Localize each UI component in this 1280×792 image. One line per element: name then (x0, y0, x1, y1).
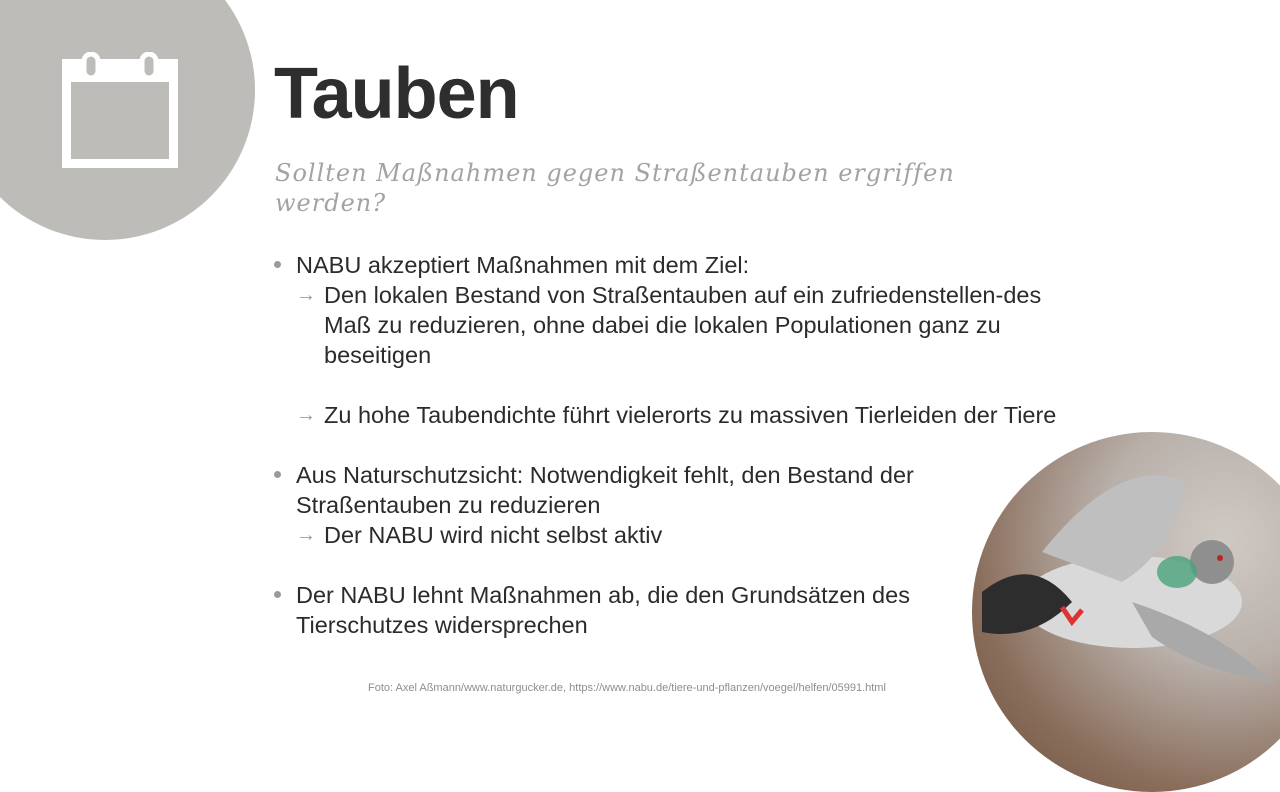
bullet-text: NABU akzeptiert Maßnahmen mit dem Ziel: (296, 252, 750, 278)
bullet-text: Der NABU lehnt Maßnahmen ab, die den Grundsätzen des Tierschutzes widersprechen (296, 582, 910, 638)
calendar-icon (62, 52, 178, 168)
bullet-dot (274, 591, 281, 598)
sub-item (296, 400, 1074, 430)
sub-item (296, 280, 1074, 370)
bullet-item (274, 250, 1074, 430)
page-title: Tauben (274, 54, 519, 134)
arrow-right-icon: → (296, 404, 316, 426)
bullet-dot (274, 261, 281, 268)
sub-text: Den lokalen Bestand von Straßentauben auf ein zufriedenstellen-des Maß zu reduzieren, ohne dabei die lokalen Populationen ganz zu beseitigen (324, 282, 1042, 368)
photo-credit: Foto: Axel Aßmann/www.naturgucker.de, https://www.nabu.de/tiere-und-pflanzen/voegel/helfen/05991.html (368, 682, 886, 694)
bullet-dot (274, 471, 281, 478)
arrow-right-icon: → (296, 284, 316, 306)
sub-item (296, 520, 1074, 550)
bullet-item (274, 460, 1074, 550)
bullet-text: Aus Naturschutzsicht: Notwendigkeit fehlt, den Bestand der Straßentauben zu reduzieren (296, 462, 914, 518)
sub-text: Zu hohe Taubendichte führt vielerorts zu massiven Tierleiden der Tiere (324, 402, 1057, 428)
bullet-list (274, 250, 1074, 670)
sub-text: Der NABU wird nicht selbst aktiv (324, 522, 663, 548)
arrow-right-icon: → (296, 524, 316, 546)
bullet-item (274, 580, 1074, 640)
page-subtitle: Sollten Maßnahmen gegen Straßentauben ergriffen werden? (275, 159, 955, 217)
